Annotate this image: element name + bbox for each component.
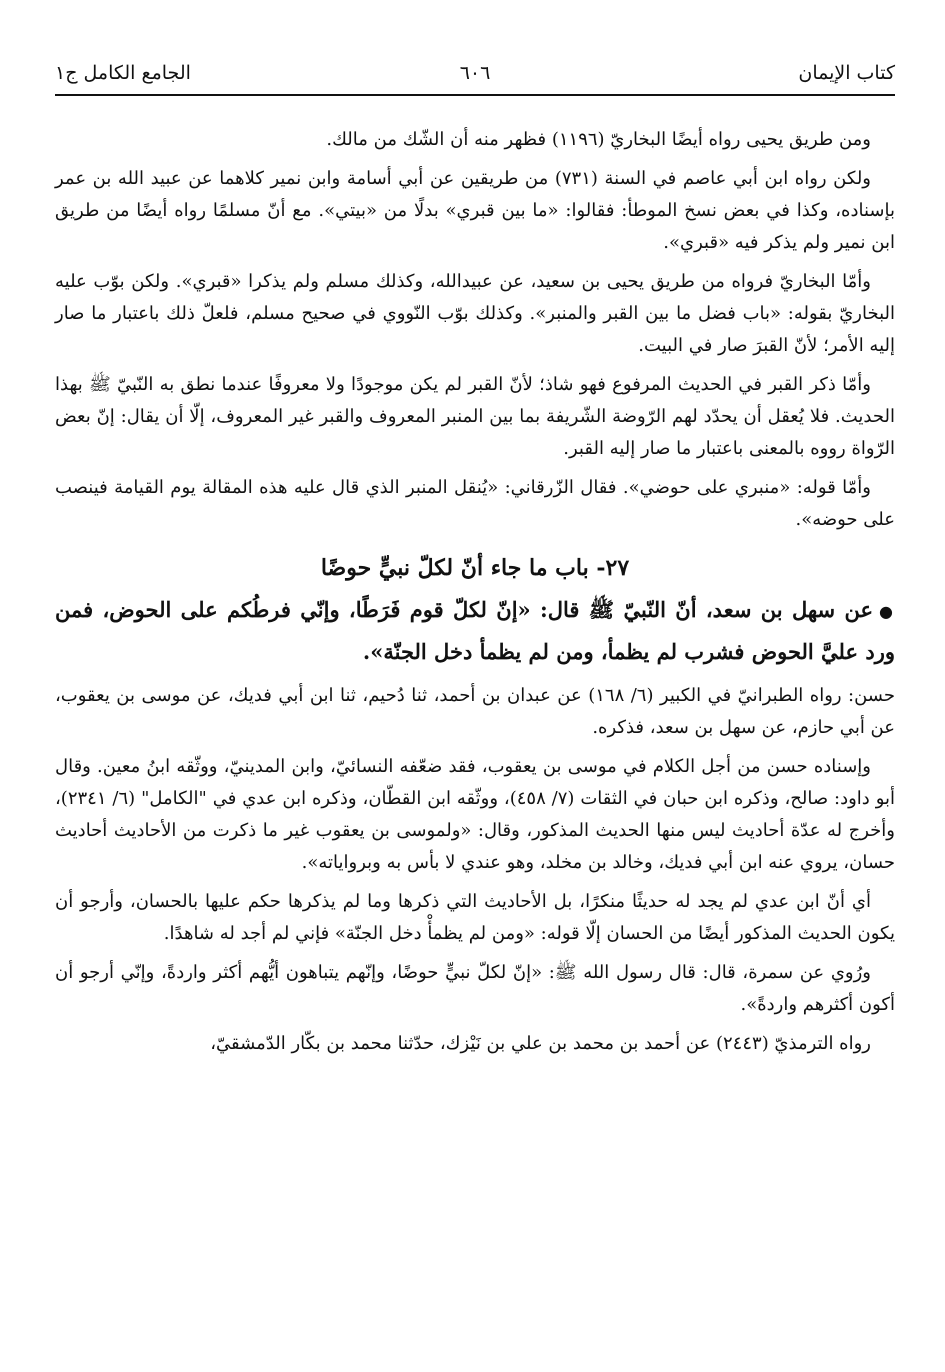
paragraph: وأمّا ذكر القبر في الحديث المرفوع فهو شاذ؛ لأنّ القبر لم يكن موجودًا ولا معروفًا عندما نطق به النّبيّ ﷺ بهذا الحديث. فلا يُعقل أن يحدّد لهم الرّوضة الشّريفة بما بين المنبر المعروف والقبر غير المعروف، إلّا أن يقال: إنّ بعض الرّواة رووه بالمعنى باعتبار ما صار إليه القبر. (55, 374, 895, 459)
hadith-text: عن سهل بن سعد، أنّ النّبيّ ﷺ قال: «إنّ لكلّ قوم فَرَطًا، وإنّي فرطُكم على الحوض، فمن ورد عليَّ الحوض فشرب لم يظمأ، ومن لم يظمأ دخل الجنّة». (55, 597, 895, 664)
paragraph: ورُوي عن سمرة، قال: قال رسول الله ﷺ: «إنّ لكلّ نبيٍّ حوضًا، وإنّهم يتباهون أيُّهم أكثر واردةً، وإنّي أرجو أن أكون أكثرهم واردةً». (55, 962, 895, 1015)
paragraph: ومن طريق يحيى رواه أيضًا البخاريّ (١١٩٦) فظهر منه أن الشّك من مالك. (326, 129, 871, 150)
page-content (55, 124, 895, 1067)
header-book-title: الجامع الكامل ج١ (55, 62, 191, 84)
header-section-title: كتاب الإيمان (798, 62, 895, 84)
paragraph: حسن: رواه الطبرانيّ في الكبير (٦/ ١٦٨) عن عبدان بن أحمد، ثنا دُحيم، ثنا ابن أبي فديك، عن موسى بن يعقوب، عن أبي حازم، عن سهل بن سعد، فذكره. (55, 685, 895, 738)
paragraph: وأمّا قوله: «منبري على حوضي». فقال الزّرقاني: «يُنقل المنبر الذي قال عليه هذه المقالة يوم القيامة فينصب على حوضه». (55, 477, 895, 530)
paragraph: أي أنّ ابن عدي لم يجد له حديثًا منكرًا، بل الأحاديث التي ذكرها وما لم يذكرها حكم عليها بالحسان، وأرجو أن يكون الحديث المذكور أيضًا من الحسان إلّا قوله: «ومن لم يظمأْ دخل الجنّة» فإني لم أجد له شاهدًا. (55, 891, 895, 944)
bullet-icon: ● (879, 602, 895, 621)
chapter-heading: ٢٧- باب ما جاء أنّ لكلّ نبيٍّ حوضًا (320, 555, 630, 581)
paragraph: وإسناده حسن من أجل الكلام في موسى بن يعقوب، فقد ضعّفه النسائيّ، وابن المدينيّ، ووثّقه ابنُ معين. وقال أبو داود: صالح، وذكره ابن حبان في الثقات (٧/ ٤٥٨)، ووثّقه ابن القطّان، وذكره ابن عدي في "الكامل" (٦/ ٢٣٤١)، وأخرج له عدّة أحاديث ليس منها الحديث المذكور، وقال: «ولموسى بن يعقوب غير ما ذكرت من الأحاديث أحاديث حسان، يروي عنه ابن أبي فديك، وخالد بن مخلد، وهو عندي لا بأس به وبرواياته». (55, 756, 896, 873)
page-number: ٦٠٦ (459, 62, 491, 84)
paragraph: رواه الترمذيّ (٢٤٤٣) عن أحمد بن محمد بن علي بن نَيْزك، حدّثنا محمد بن بكّار الدّمشقيّ، (210, 1033, 871, 1054)
paragraph: ولكن رواه ابن أبي عاصم في السنة (٧٣١) من طريقين عن أبي أسامة وابن نمير كلاهما عن عبيد الله بن عمر بإسناده، وكذا في بعض نسخ الموطأ: فقالوا: «ما بين قبري» بدلًا من «بيتي». مع أنّ مسلمًا رواه أيضًا من طريق ابن نمير ولم يذكر فيه «قبري». (55, 168, 895, 253)
book-page (55, 0, 895, 1372)
hadith-text-block (55, 590, 895, 672)
paragraph: وأمّا البخاريّ فرواه من طريق يحيى بن سعيد، عن عبيدالله، وكذلك مسلم ولم يذكرا «قبري». ولكن بوّب عليه البخاريّ بقوله: «باب فضل ما بين القبر والمنبر». وكذلك بوّب النّووي في صحيح مسلم، فلعلّ ذلك باعتبار ما صار إليه الأمر؛ لأنّ القبرَ صار في البيت. (55, 271, 895, 356)
header-divider (55, 94, 895, 96)
page-header (55, 58, 895, 98)
